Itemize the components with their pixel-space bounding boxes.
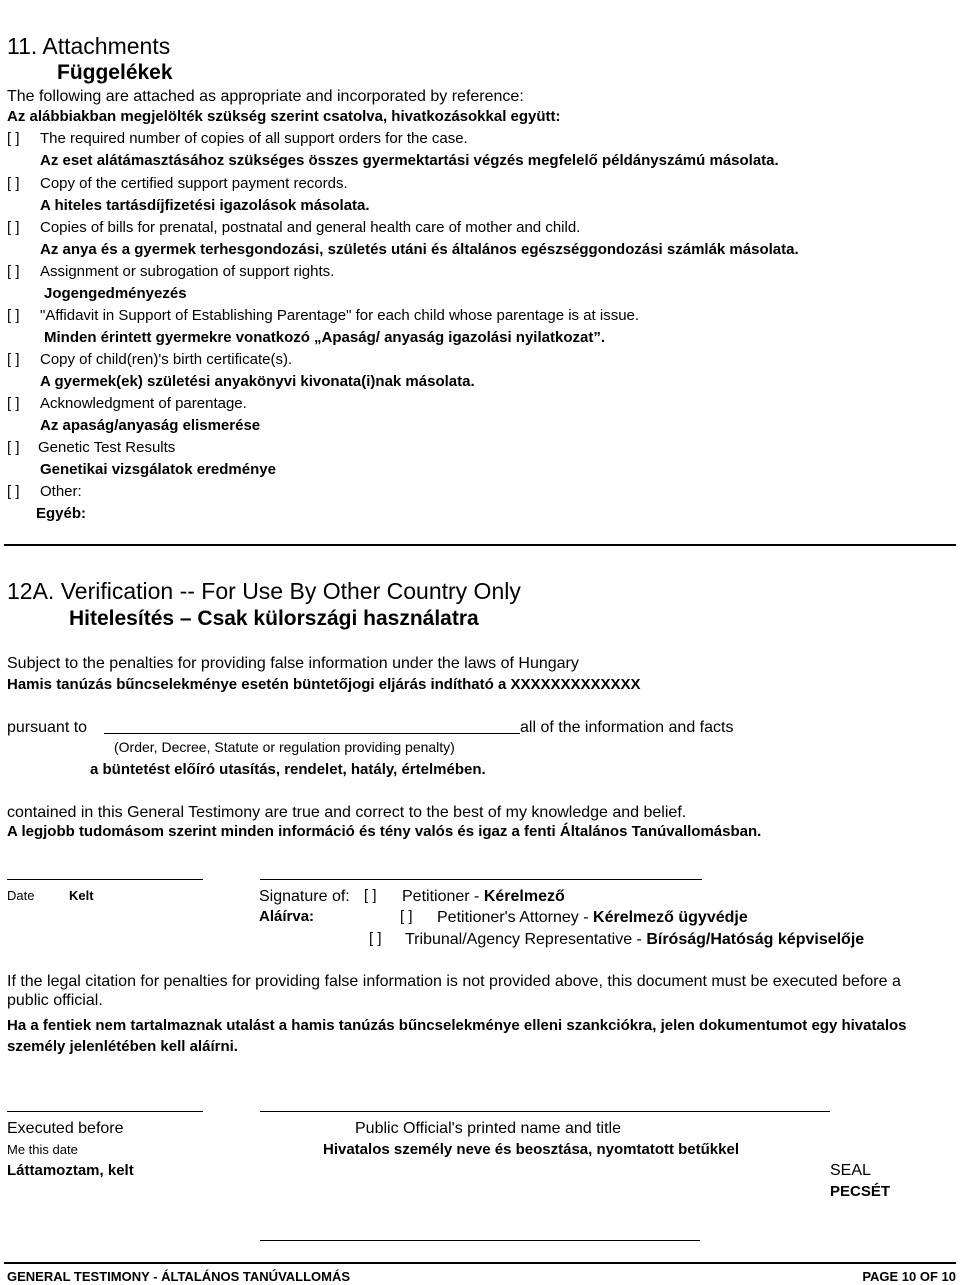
checkbox[interactable]: [ ] bbox=[7, 439, 20, 456]
me-this-date: Me this date bbox=[7, 1142, 78, 1157]
pursuant-tail: all of the information and facts bbox=[520, 719, 734, 736]
checkbox[interactable]: [ ] bbox=[7, 483, 20, 500]
checkbox[interactable]: [ ] bbox=[7, 307, 20, 324]
sig-option-hu: Bíróság/Hatóság képviselője bbox=[646, 931, 865, 948]
contained-hu: A legjobb tudomásom szerint minden információ és tény valós és igaz a fenti Általános Tanúvallomásban. bbox=[7, 823, 762, 840]
official-name-field[interactable] bbox=[260, 1111, 830, 1112]
checkbox[interactable]: [ ] bbox=[7, 263, 20, 280]
attachment-item-en: Acknowledgment of parentage. bbox=[40, 395, 247, 412]
checkbox[interactable]: [ ] bbox=[364, 887, 377, 904]
checkbox[interactable]: [ ] bbox=[7, 351, 20, 368]
page-number: PAGE 10 OF 10 bbox=[862, 1269, 956, 1284]
attachment-item-en: Copy of child(ren)'s birth certificate(s). bbox=[40, 351, 293, 368]
official-en: Public Official's printed name and title bbox=[355, 1120, 622, 1137]
signature-label: Signature of: bbox=[259, 888, 350, 905]
attachment-item-en: Other: bbox=[40, 483, 82, 500]
official-hu: Hivatalos személy neve és beosztása, nyomtatott betűkkel bbox=[323, 1141, 739, 1158]
signature-label-hu: Aláírva: bbox=[259, 908, 315, 925]
date-field[interactable] bbox=[7, 879, 203, 880]
order-note: (Order, Decree, Statute or regulation providing penalty) bbox=[114, 739, 455, 755]
attachment-item-hu: Egyéb: bbox=[36, 505, 87, 522]
section-11-title: 11. Attachments bbox=[7, 33, 171, 59]
contained-en: contained in this General Testimony are true and correct to the best of my knowledge and belief. bbox=[7, 804, 687, 821]
sig-option-en: Petitioner - bbox=[402, 888, 484, 905]
attachment-item-hu: Minden érintett gyermekre vonatkozó „Apaság/ anyaság igazolási nyilatkozat”. bbox=[44, 329, 605, 346]
attachment-item-hu: Az eset alátámasztásához szükséges összes gyermektartási végzés megfelelő példányszámú másolata. bbox=[40, 152, 779, 169]
intro-en: The following are attached as appropriate and incorporated by reference: bbox=[7, 88, 524, 105]
intro-hu: Az alábbiakban megjelölték szükség szerint csatolva, hivatkozásokkal együtt: bbox=[7, 108, 561, 125]
date-label: Date bbox=[7, 888, 35, 903]
attachment-item-en: Copies of bills for prenatal, postnatal and general health care of mother and child. bbox=[40, 219, 581, 236]
sig-option-tribunal bbox=[405, 930, 864, 949]
attachment-item-en: "Affidavit in Support of Establishing Parentage" for each child whose parentage is at issue. bbox=[40, 307, 640, 324]
date-label-hu: Kelt bbox=[69, 888, 94, 903]
seal-en: SEAL bbox=[830, 1162, 871, 1179]
pursuant-label: pursuant to bbox=[7, 719, 88, 736]
checkbox[interactable]: [ ] bbox=[7, 219, 20, 236]
checkbox[interactable]: [ ] bbox=[7, 175, 20, 192]
sig-option-petitioner bbox=[402, 887, 565, 906]
penalty-en: Subject to the penalties for providing false information under the laws of Hungary bbox=[7, 655, 579, 672]
section-12a-subtitle: Hitelesítés – Csak külországi használatra bbox=[69, 607, 479, 630]
legal-en: If the legal citation for penalties for providing false information is not provided above, this document must be executed before a public official. bbox=[7, 973, 901, 1009]
penalty-citation-field[interactable] bbox=[104, 733, 520, 734]
attachment-item-hu: A gyermek(ek) születési anyakönyvi kivonata(i)nak másolata. bbox=[40, 373, 475, 390]
checkbox[interactable]: [ ] bbox=[7, 130, 20, 147]
attachment-item-en: Copy of the certified support payment records. bbox=[40, 175, 348, 192]
attachment-item-hu: Jogengedményezés bbox=[44, 285, 187, 302]
sig-option-hu: Kérelmező bbox=[483, 888, 565, 905]
executed-date-field[interactable] bbox=[7, 1111, 203, 1112]
attachment-item-hu: Az apaság/anyaság elismerése bbox=[40, 417, 261, 434]
attachment-item-hu: Genetikai vizsgálatok eredménye bbox=[40, 461, 276, 478]
section-12a-title: 12A. Verification -- For Use By Other Country Only bbox=[7, 578, 521, 604]
attested-hu: Láttamoztam, kelt bbox=[7, 1162, 134, 1179]
executed-before: Executed before bbox=[7, 1120, 124, 1137]
checkbox[interactable]: [ ] bbox=[7, 395, 20, 412]
attachment-item-hu: A hiteles tartásdíjfizetési igazolások másolata. bbox=[40, 197, 370, 214]
penalty-hu: Hamis tanúzás bűncselekménye esetén büntetőjogi eljárás indítható a XXXXXXXXXXXXX bbox=[7, 676, 641, 693]
attachment-item-hu: Az anya és a gyermek terhesgondozási, születés utáni és általános egészséggondozási számlák másolata. bbox=[40, 241, 799, 258]
footer-title: GENERAL TESTIMONY - ÁLTALÁNOS TANÚVALLOMÁS bbox=[7, 1269, 351, 1284]
legal-hu: Ha a fentiek nem tartalmaznak utalást a hamis tanúzás bűncselekménye elleni szankciókra, jelen dokumentumot egy hivatalos személy jelenlétében kell aláírni. bbox=[7, 1017, 907, 1055]
section-11-subtitle: Függelékek bbox=[57, 61, 173, 84]
official-signature-field[interactable] bbox=[260, 1240, 700, 1241]
checkbox[interactable]: [ ] bbox=[369, 930, 382, 947]
attachment-item-en: Assignment or subrogation of support rights. bbox=[40, 263, 335, 280]
sig-option-en: Tribunal/Agency Representative - bbox=[405, 931, 647, 948]
attachment-item-en: The required number of copies of all support orders for the case. bbox=[40, 130, 468, 147]
order-note-hu: a büntetést előíró utasítás, rendelet, hatály, értelmében. bbox=[90, 761, 486, 778]
sig-option-hu: Kérelmező ügyvédje bbox=[593, 909, 748, 926]
footer-divider bbox=[4, 1262, 956, 1264]
sig-option-attorney bbox=[437, 908, 748, 927]
attachment-item-en: Genetic Test Results bbox=[38, 439, 176, 456]
seal-hu: PECSÉT bbox=[830, 1183, 891, 1200]
checkbox[interactable]: [ ] bbox=[400, 908, 413, 925]
sig-option-en: Petitioner's Attorney - bbox=[437, 909, 594, 926]
signature-field[interactable] bbox=[260, 879, 702, 880]
section-divider bbox=[4, 544, 956, 546]
